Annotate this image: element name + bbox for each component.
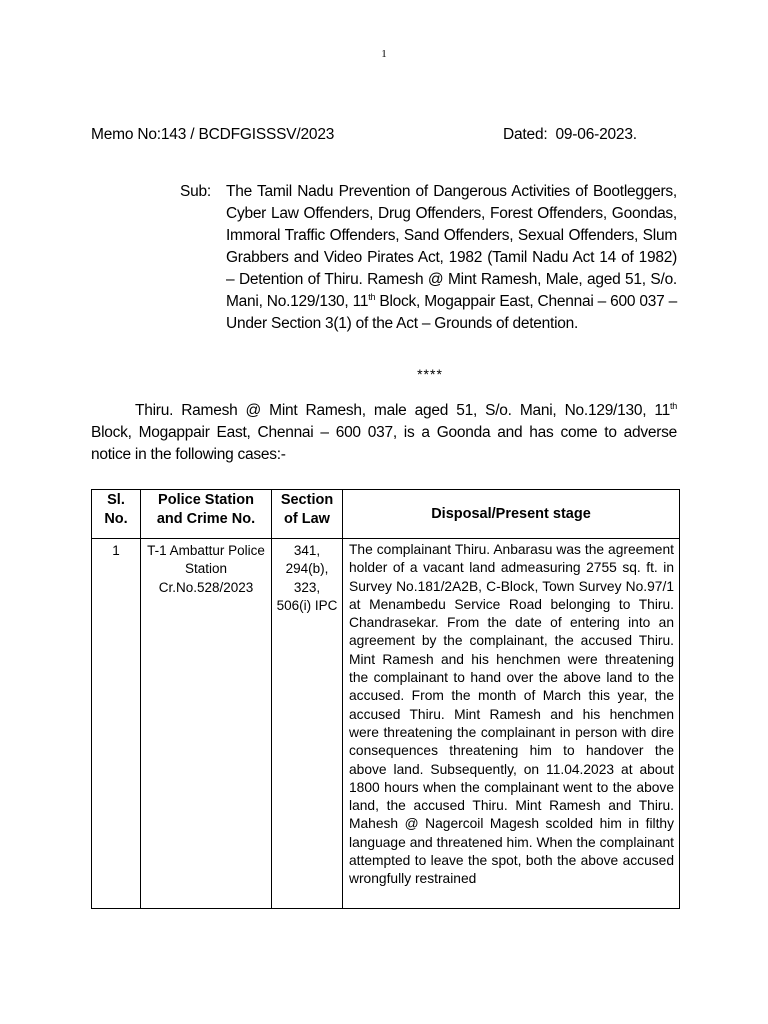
page-number: 1 [381, 48, 387, 60]
subject-ordinal-suffix: th [368, 291, 376, 302]
subject-text-part1: The Tamil Nadu Prevention of Dangerous Activities of Bootleggers, Cyber Law Offenders, Drug Offenders, Forest Offenders, Goondas, Immoral Traffic Offenders, Sand Offenders, Sexual Offenders, Slum Grabbers and Video Pirates Act, 1982 (Tamil Nadu Act 14 of 1982) – Detention of Thiru. Ramesh @ Mint Ramesh, Male, aged 51, S/o. Mani, No.129/130, 11 [226, 183, 677, 310]
intro-part2: Block, Mogappair East, Chennai – 600 037, is a Goonda and has come to adverse notice in the following cases:- [91, 424, 677, 463]
cell-sl-no: 1 [92, 539, 141, 909]
dated-label: Dated: [503, 126, 548, 143]
dated-value: 09-06-2023. [555, 126, 637, 143]
cell-police-station: T-1 Ambattur Police Station Cr.No.528/2023 [141, 539, 272, 909]
table-header-row [92, 490, 680, 539]
cell-disposal: The complainant Thiru. Anbarasu was the agreement holder of a vacant land admeasuring 2755 sq. ft. in Survey No.181/2A2B, C-Block, Town Survey No.97/1 at Menambedu Service Road belonging to Thiru. Chandrasekar. From the date of entering into an agreement by the complainant, the accused Thiru. Mint Ramesh and his henchmen were threatening the complainant to hand over the above land to the accused. From the month of March this year, the accused Thiru. Mint Ramesh and his henchmen were threatening the complainant in person with dire consequences threatening him to handover the above land. Subsequently, on 11.04.2023 at about 1800 hours when the complainant went to the above land, the accused Thiru. Mint Ramesh and Thiru. Mahesh @ Nagercoil Magesh scolded him in filthy language and threatened him. When the complainant attempted to leave the spot, both the above accused wrongfully restrained [343, 539, 680, 909]
header-sl-no: Sl. No. [92, 490, 141, 539]
memo-number: Memo No:143 / BCDFGISSSV/2023 [91, 126, 335, 143]
intro-part1: Thiru. Ramesh @ Mint Ramesh, male aged 51, S/o. Mani, No.129/130, 11 [135, 402, 670, 419]
intro-paragraph [91, 400, 677, 466]
header-section: Section of Law [272, 490, 343, 539]
section-separator: **** [417, 366, 443, 382]
subject-text-part2: Block, Mogappair East, Chennai – 600 037 – Under Section 3(1) of the Act – Grounds of detention. [226, 293, 677, 332]
cell-section: 341, 294(b), 323, 506(i) IPC [272, 539, 343, 909]
memo-date [503, 126, 637, 144]
header-police-station: Police Station and Crime No. [141, 490, 272, 539]
intro-ordinal-suffix: th [669, 400, 677, 411]
table-row [92, 539, 680, 909]
subject-text [226, 181, 677, 335]
subject-label: Sub: [180, 183, 211, 200]
header-disposal: Disposal/Present stage [343, 490, 680, 539]
cases-table [91, 489, 680, 909]
